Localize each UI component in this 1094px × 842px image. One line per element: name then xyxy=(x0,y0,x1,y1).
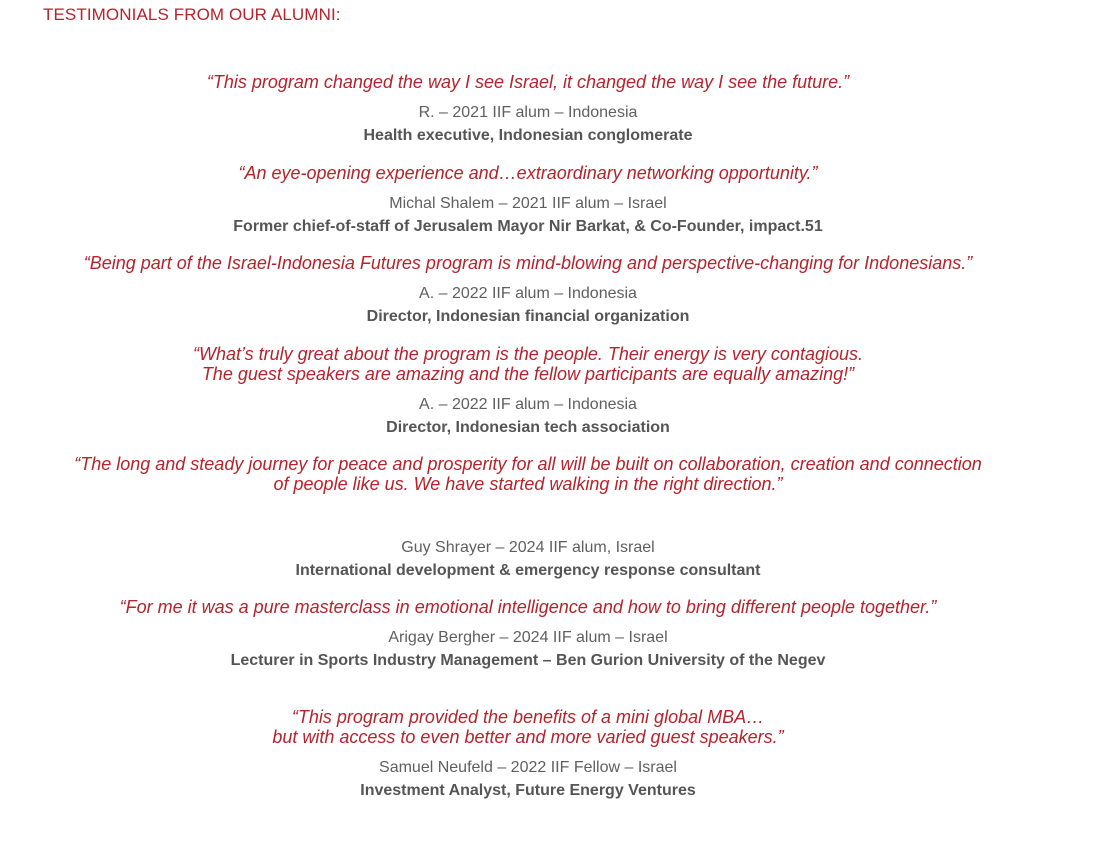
testimonial-quote: “An eye-opening experience and…extraordinary networking opportunity.” xyxy=(238,163,818,183)
testimonial-role: Director, Indonesian financial organization xyxy=(366,308,690,325)
testimonial-attribution: R. – 2021 IIF alum – Indonesia xyxy=(418,104,638,121)
testimonial-quote-line: of people like us. We have started walking in the right direction.” xyxy=(273,474,783,494)
testimonial-role: Investment Analyst, Future Energy Ventures xyxy=(360,782,696,799)
testimonial-attribution: Guy Shrayer – 2024 IIF alum, Israel xyxy=(401,539,655,556)
testimonial-role: Director, Indonesian tech association xyxy=(386,419,670,436)
testimonial-quote-line: The guest speakers are amazing and the fellow participants are equally amazing!” xyxy=(201,364,855,384)
testimonial-quote-line: “The long and steady journey for peace and prosperity for all will be built on collaboration, creation and connection xyxy=(74,454,982,474)
testimonial-quote: “This program changed the way I see Israel, it changed the way I see the future.” xyxy=(206,72,850,92)
testimonial-quote-line: but with access to even better and more varied guest speakers.” xyxy=(272,727,784,747)
testimonial-attribution: Samuel Neufeld – 2022 IIF Fellow – Israel xyxy=(379,759,677,776)
testimonial-quote-line: “This program provided the benefits of a mini global MBA… xyxy=(291,707,765,727)
testimonial-role: International development & emergency response consultant xyxy=(295,562,761,579)
testimonial-role: Health executive, Indonesian conglomerate xyxy=(363,127,693,144)
testimonial-attribution: Arigay Bergher – 2024 IIF alum – Israel xyxy=(388,629,668,646)
section-heading: TESTIMONIALS FROM OUR ALUMNI: xyxy=(43,5,341,24)
testimonial-quote-line: “What’s truly great about the program is the people. Their energy is very contagious. xyxy=(192,344,863,364)
testimonial-role: Lecturer in Sports Industry Management – Ben Gurion University of the Negev xyxy=(230,652,826,669)
testimonial-attribution: A. – 2022 IIF alum – Indonesia xyxy=(419,285,637,302)
testimonial-quote: “For me it was a pure masterclass in emotional intelligence and how to bring different people together.” xyxy=(119,597,937,617)
testimonial-attribution: Michal Shalem – 2021 IIF alum – Israel xyxy=(389,195,667,212)
testimonial-attribution: A. – 2022 IIF alum – Indonesia xyxy=(419,396,637,413)
testimonial-quote: “Being part of the Israel-Indonesia Futures program is mind-blowing and perspective-changing for Indonesians.” xyxy=(83,253,973,273)
testimonial-role: Former chief-of-staff of Jerusalem Mayor Nir Barkat, & Co-Founder, impact.51 xyxy=(233,218,823,235)
